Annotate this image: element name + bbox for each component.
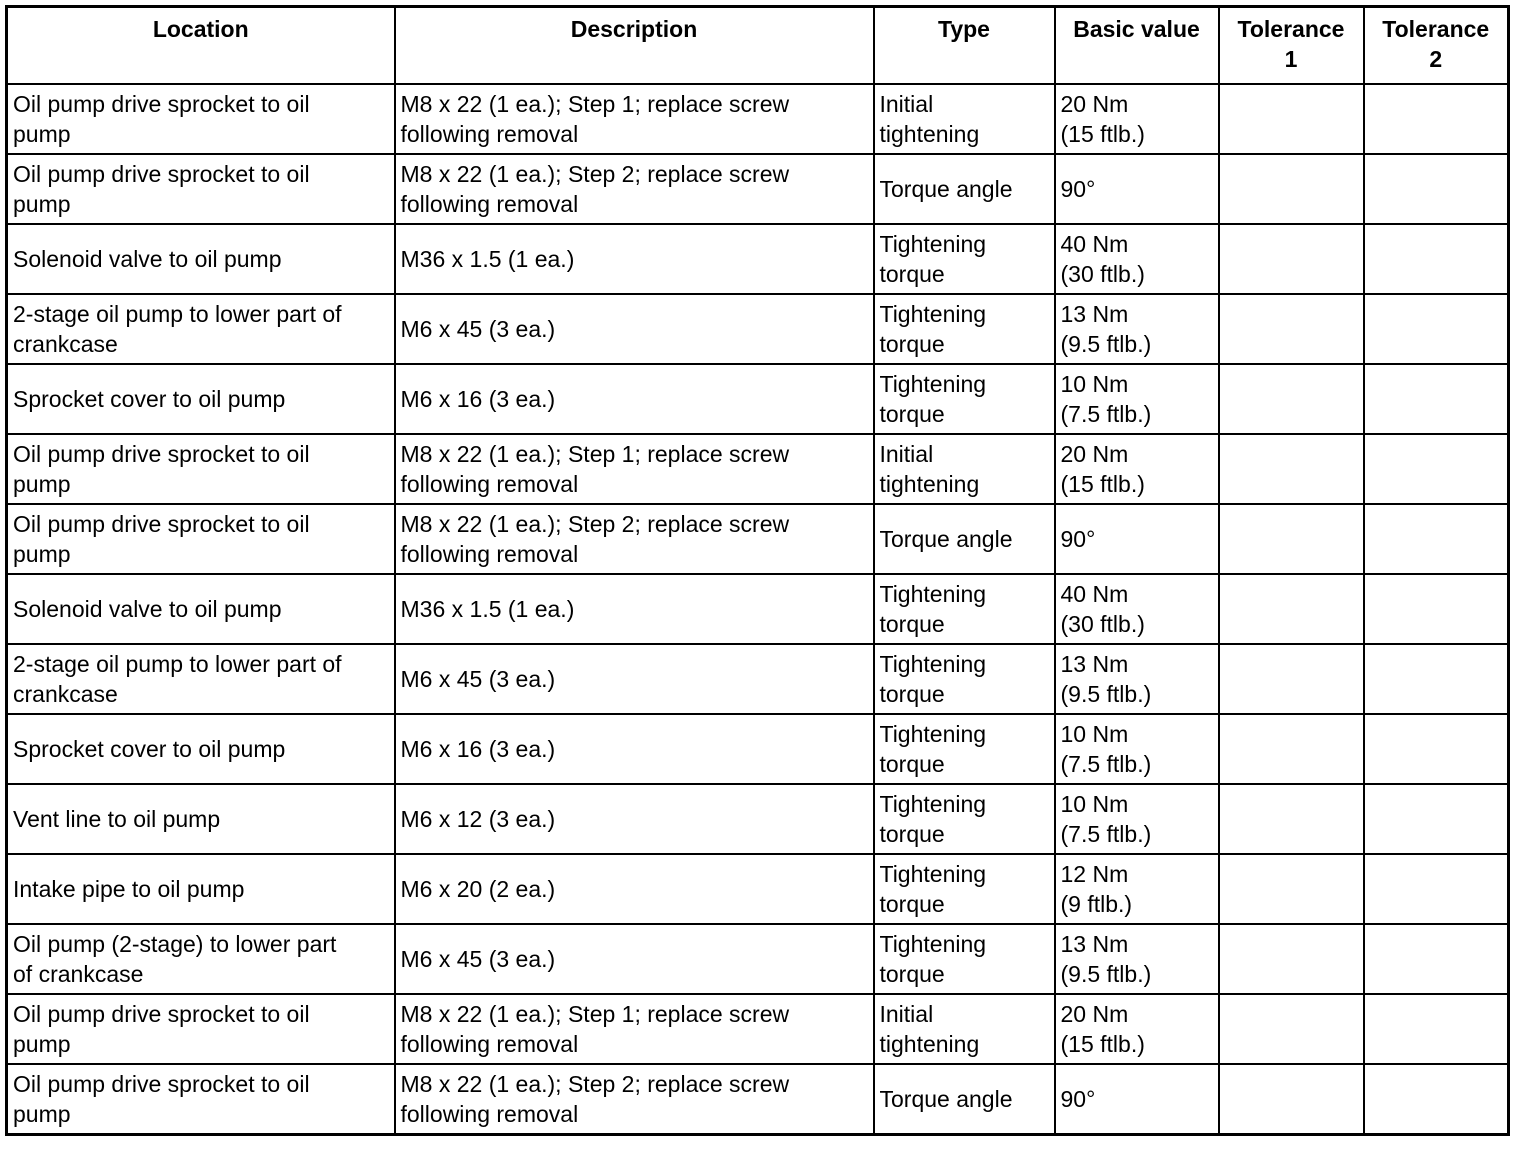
cell-location: Oil pump drive sprocket to oil pump <box>7 994 395 1064</box>
header-location: Location <box>7 7 395 85</box>
table-row <box>7 504 1509 574</box>
cell-tolerance-2 <box>1364 924 1509 994</box>
cell-description: M6 x 45 (3 ea.) <box>395 924 874 994</box>
cell-tolerance-1 <box>1219 364 1364 434</box>
cell-tolerance-1 <box>1219 154 1364 224</box>
cell-type: Initial tightening <box>874 434 1055 504</box>
table-row <box>7 154 1509 224</box>
cell-type: Tightening torque <box>874 294 1055 364</box>
cell-location: Oil pump drive sprocket to oil pump <box>7 504 395 574</box>
cell-tolerance-2 <box>1364 434 1509 504</box>
cell-tolerance-2 <box>1364 294 1509 364</box>
cell-location: Intake pipe to oil pump <box>7 854 395 924</box>
header-description: Description <box>395 7 874 85</box>
cell-tolerance-1 <box>1219 84 1364 154</box>
cell-location: Oil pump (2-stage) to lower part of crankcase <box>7 924 395 994</box>
cell-tolerance-1 <box>1219 294 1364 364</box>
cell-tolerance-1 <box>1219 854 1364 924</box>
cell-tolerance-2 <box>1364 1064 1509 1135</box>
cell-location: Oil pump drive sprocket to oil pump <box>7 1064 395 1135</box>
cell-type: Tightening torque <box>874 364 1055 434</box>
table-row <box>7 854 1509 924</box>
cell-tolerance-2 <box>1364 154 1509 224</box>
cell-tolerance-2 <box>1364 504 1509 574</box>
cell-basic-value: 40 Nm (30 ftlb.) <box>1055 224 1219 294</box>
table-row <box>7 714 1509 784</box>
torque-spec-table <box>5 5 1510 1136</box>
table-row <box>7 994 1509 1064</box>
cell-tolerance-2 <box>1364 714 1509 784</box>
table-row <box>7 224 1509 294</box>
cell-basic-value: 10 Nm (7.5 ftlb.) <box>1055 714 1219 784</box>
cell-type: Tightening torque <box>874 854 1055 924</box>
table-row <box>7 364 1509 434</box>
cell-location: Solenoid valve to oil pump <box>7 224 395 294</box>
cell-tolerance-1 <box>1219 224 1364 294</box>
cell-type: Torque angle <box>874 504 1055 574</box>
cell-basic-value: 90° <box>1055 504 1219 574</box>
cell-basic-value: 13 Nm (9.5 ftlb.) <box>1055 294 1219 364</box>
cell-type: Initial tightening <box>874 84 1055 154</box>
cell-description: M36 x 1.5 (1 ea.) <box>395 224 874 294</box>
cell-tolerance-1 <box>1219 994 1364 1064</box>
cell-location: Sprocket cover to oil pump <box>7 714 395 784</box>
cell-tolerance-1 <box>1219 504 1364 574</box>
cell-basic-value: 90° <box>1055 154 1219 224</box>
cell-basic-value: 12 Nm (9 ftlb.) <box>1055 854 1219 924</box>
table-header <box>7 7 1509 85</box>
table-row <box>7 574 1509 644</box>
header-tolerance-2: Tolerance 2 <box>1364 7 1509 85</box>
cell-tolerance-2 <box>1364 84 1509 154</box>
cell-tolerance-2 <box>1364 224 1509 294</box>
cell-type: Tightening torque <box>874 714 1055 784</box>
cell-basic-value: 13 Nm (9.5 ftlb.) <box>1055 644 1219 714</box>
cell-description: M6 x 45 (3 ea.) <box>395 294 874 364</box>
cell-location: Oil pump drive sprocket to oil pump <box>7 434 395 504</box>
cell-tolerance-1 <box>1219 644 1364 714</box>
cell-type: Torque angle <box>874 154 1055 224</box>
cell-basic-value: 20 Nm (15 ftlb.) <box>1055 434 1219 504</box>
cell-basic-value: 10 Nm (7.5 ftlb.) <box>1055 784 1219 854</box>
cell-tolerance-1 <box>1219 1064 1364 1135</box>
cell-type: Tightening torque <box>874 574 1055 644</box>
table-row <box>7 434 1509 504</box>
cell-description: M8 x 22 (1 ea.); Step 1; replace screw following removal <box>395 434 874 504</box>
cell-basic-value: 20 Nm (15 ftlb.) <box>1055 84 1219 154</box>
cell-tolerance-2 <box>1364 854 1509 924</box>
cell-location: Oil pump drive sprocket to oil pump <box>7 154 395 224</box>
cell-basic-value: 40 Nm (30 ftlb.) <box>1055 574 1219 644</box>
cell-description: M6 x 16 (3 ea.) <box>395 364 874 434</box>
cell-tolerance-1 <box>1219 924 1364 994</box>
cell-location: Sprocket cover to oil pump <box>7 364 395 434</box>
table-row <box>7 1064 1509 1135</box>
cell-location: Solenoid valve to oil pump <box>7 574 395 644</box>
cell-description: M8 x 22 (1 ea.); Step 1; replace screw following removal <box>395 994 874 1064</box>
cell-tolerance-2 <box>1364 364 1509 434</box>
cell-description: M36 x 1.5 (1 ea.) <box>395 574 874 644</box>
table-body <box>7 84 1509 1135</box>
cell-tolerance-1 <box>1219 574 1364 644</box>
cell-type: Torque angle <box>874 1064 1055 1135</box>
table-row <box>7 294 1509 364</box>
cell-description: M6 x 16 (3 ea.) <box>395 714 874 784</box>
cell-description: M8 x 22 (1 ea.); Step 2; replace screw following removal <box>395 1064 874 1135</box>
cell-basic-value: 20 Nm (15 ftlb.) <box>1055 994 1219 1064</box>
cell-tolerance-2 <box>1364 574 1509 644</box>
cell-type: Initial tightening <box>874 994 1055 1064</box>
cell-location: Vent line to oil pump <box>7 784 395 854</box>
cell-tolerance-2 <box>1364 784 1509 854</box>
cell-basic-value: 90° <box>1055 1064 1219 1135</box>
cell-tolerance-1 <box>1219 714 1364 784</box>
header-tolerance-1: Tolerance 1 <box>1219 7 1364 85</box>
header-type: Type <box>874 7 1055 85</box>
header-row <box>7 7 1509 85</box>
table-row <box>7 784 1509 854</box>
cell-type: Tightening torque <box>874 784 1055 854</box>
cell-description: M8 x 22 (1 ea.); Step 2; replace screw following removal <box>395 154 874 224</box>
cell-type: Tightening torque <box>874 644 1055 714</box>
cell-basic-value: 10 Nm (7.5 ftlb.) <box>1055 364 1219 434</box>
cell-description: M8 x 22 (1 ea.); Step 2; replace screw following removal <box>395 504 874 574</box>
cell-description: M6 x 12 (3 ea.) <box>395 784 874 854</box>
cell-location: 2-stage oil pump to lower part of crankcase <box>7 644 395 714</box>
cell-description: M8 x 22 (1 ea.); Step 1; replace screw following removal <box>395 84 874 154</box>
cell-description: M6 x 20 (2 ea.) <box>395 854 874 924</box>
cell-type: Tightening torque <box>874 224 1055 294</box>
cell-type: Tightening torque <box>874 924 1055 994</box>
cell-basic-value: 13 Nm (9.5 ftlb.) <box>1055 924 1219 994</box>
cell-location: 2-stage oil pump to lower part of crankcase <box>7 294 395 364</box>
table-row <box>7 644 1509 714</box>
table-row <box>7 924 1509 994</box>
header-basic-value: Basic value <box>1055 7 1219 85</box>
cell-tolerance-1 <box>1219 434 1364 504</box>
cell-tolerance-2 <box>1364 644 1509 714</box>
cell-description: M6 x 45 (3 ea.) <box>395 644 874 714</box>
cell-tolerance-2 <box>1364 994 1509 1064</box>
cell-tolerance-1 <box>1219 784 1364 854</box>
table-row <box>7 84 1509 154</box>
cell-location: Oil pump drive sprocket to oil pump <box>7 84 395 154</box>
